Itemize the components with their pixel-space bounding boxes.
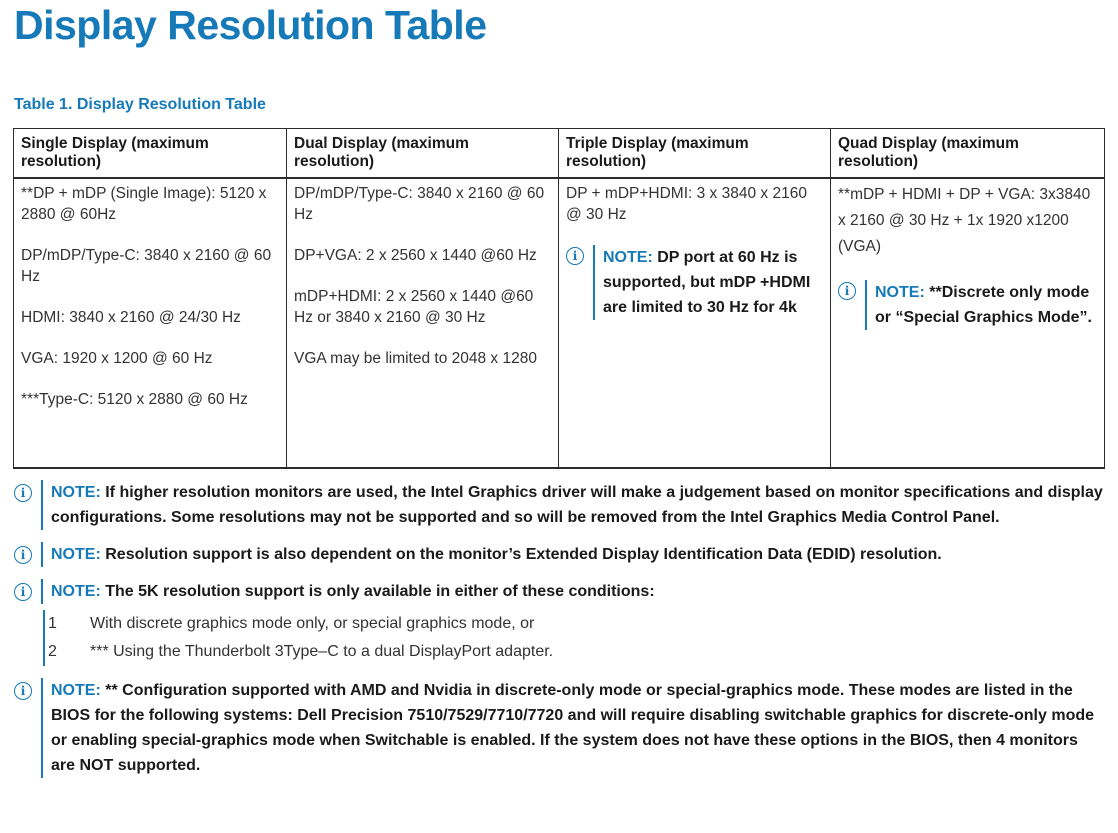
note-edid — [14, 542, 1106, 567]
note-body: Resolution support is also dependent on the monitor’s Extended Display Identification Data (EDID) resolution. — [105, 546, 942, 563]
header-single-display: Single Display (maximum resolution) — [14, 129, 287, 179]
note-label: NOTE: — [51, 583, 101, 600]
single-dp-mdp-typec: DP/mDP/Type-C: 3840 x 2160 @ 60 Hz — [21, 247, 272, 285]
note-divider — [593, 245, 595, 320]
note-body: The 5K resolution support is only available in either of these conditions: — [105, 583, 655, 600]
dual-dp-vga: DP+VGA: 2 x 2560 x 1440 @60 Hz — [294, 247, 537, 264]
cell-triple-display — [559, 178, 831, 468]
cell-quad-display — [831, 178, 1105, 468]
dual-dp-mdp-typec: DP/mDP/Type-C: 3840 x 2160 @ 60 Hz — [294, 185, 545, 223]
list-text: With discrete graphics mode only, or special graphics mode, or — [90, 615, 535, 632]
quad-note-body: **Discrete only mode or “Special Graphics Mode”. — [875, 284, 1092, 326]
note-label: NOTE: — [51, 484, 101, 501]
header-quad-display: Quad Display (maximum resolution) — [831, 129, 1105, 179]
table-row — [14, 178, 1105, 468]
info-icon: i — [14, 583, 32, 601]
cell-single-display — [14, 178, 287, 468]
dual-vga-limit: VGA may be limited to 2048 x 1280 — [294, 350, 537, 367]
dual-mdp-hdmi: mDP+HDMI: 2 x 2560 x 1440 @60 Hz or 3840 x 2160 @ 30 Hz — [294, 288, 534, 326]
note-label: NOTE: — [51, 546, 101, 563]
table-header-row — [14, 129, 1105, 179]
table-caption: Table 1. Display Resolution Table — [14, 96, 266, 113]
quad-note — [838, 280, 1097, 330]
note-label: NOTE: — [603, 249, 653, 266]
note-label: NOTE: — [875, 284, 925, 301]
note-body: If higher resolution monitors are used, the Intel Graphics driver will make a judgement based on monitor specifications and display configurations. Some resolutions may not be supported and so will be removed from the Intel Graphics Media Control Panel. — [51, 484, 1103, 526]
quad-note-text — [875, 280, 1097, 330]
triple-note-text — [603, 245, 823, 320]
page-title: Display Resolution Table — [14, 2, 487, 48]
single-hdmi: HDMI: 3840 x 2160 @ 24/30 Hz — [21, 309, 241, 326]
notes-section — [14, 480, 1106, 790]
cell-dual-display — [287, 178, 559, 468]
triple-note-body: DP port at 60 Hz is supported, but mDP +HDMI are limited to 30 Hz for 4k — [603, 249, 811, 316]
header-triple-display: Triple Display (maximum resolution) — [559, 129, 831, 179]
single-typec: ***Type-C: 5120 x 2880 @ 60 Hz — [21, 391, 248, 408]
note-body: ** Configuration supported with AMD and Nvidia in discrete-only mode or special-graphics mode. These modes are listed in the BIOS for the following systems: Dell Precision 7510/7529/7710/7720 and will require disabling switchable graphics for discrete-only mode or enabling special-graphics mode when Switchable is enabled. If the system does not have these options in the BIOS, then 4 monitors are NOT supported. — [51, 682, 1095, 774]
list-number: 1 — [48, 615, 57, 632]
conditions-list — [14, 610, 1106, 666]
single-vga: VGA: 1920 x 1200 @ 60 Hz — [21, 350, 213, 367]
info-icon: i — [14, 682, 32, 700]
note-divider — [865, 280, 867, 330]
note-divider — [41, 542, 43, 567]
note-divider — [41, 480, 43, 530]
note-amd-nvidia — [14, 678, 1106, 778]
triple-note — [566, 245, 823, 320]
quad-config: **mDP + HDMI + DP + VGA: 3x3840 x 2160 @ 30 Hz + 1x 1920 x1200 (VGA) — [838, 186, 1091, 255]
note-intel-graphics — [14, 480, 1106, 530]
list-item — [44, 638, 553, 666]
note-divider — [41, 579, 43, 604]
list-number: 2 — [48, 643, 57, 660]
display-resolution-table — [13, 128, 1105, 469]
list-text: *** Using the Thunderbolt 3Type–C to a dual DisplayPort adapter. — [90, 643, 554, 660]
info-icon: i — [14, 484, 32, 502]
note-divider — [41, 678, 43, 778]
info-icon: i — [566, 247, 584, 265]
info-icon: i — [14, 546, 32, 564]
note-divider — [14, 610, 44, 666]
info-icon: i — [838, 282, 856, 300]
note-5k-support — [14, 579, 1106, 604]
list-item — [44, 610, 553, 638]
single-dp-mdp: **DP + mDP (Single Image): 5120 x 2880 @ 60Hz — [21, 185, 267, 223]
triple-config: DP + mDP+HDMI: 3 x 3840 x 2160 @ 30 Hz — [566, 185, 807, 223]
header-dual-display: Dual Display (maximum resolution) — [287, 129, 559, 179]
note-label: NOTE: — [51, 682, 101, 699]
